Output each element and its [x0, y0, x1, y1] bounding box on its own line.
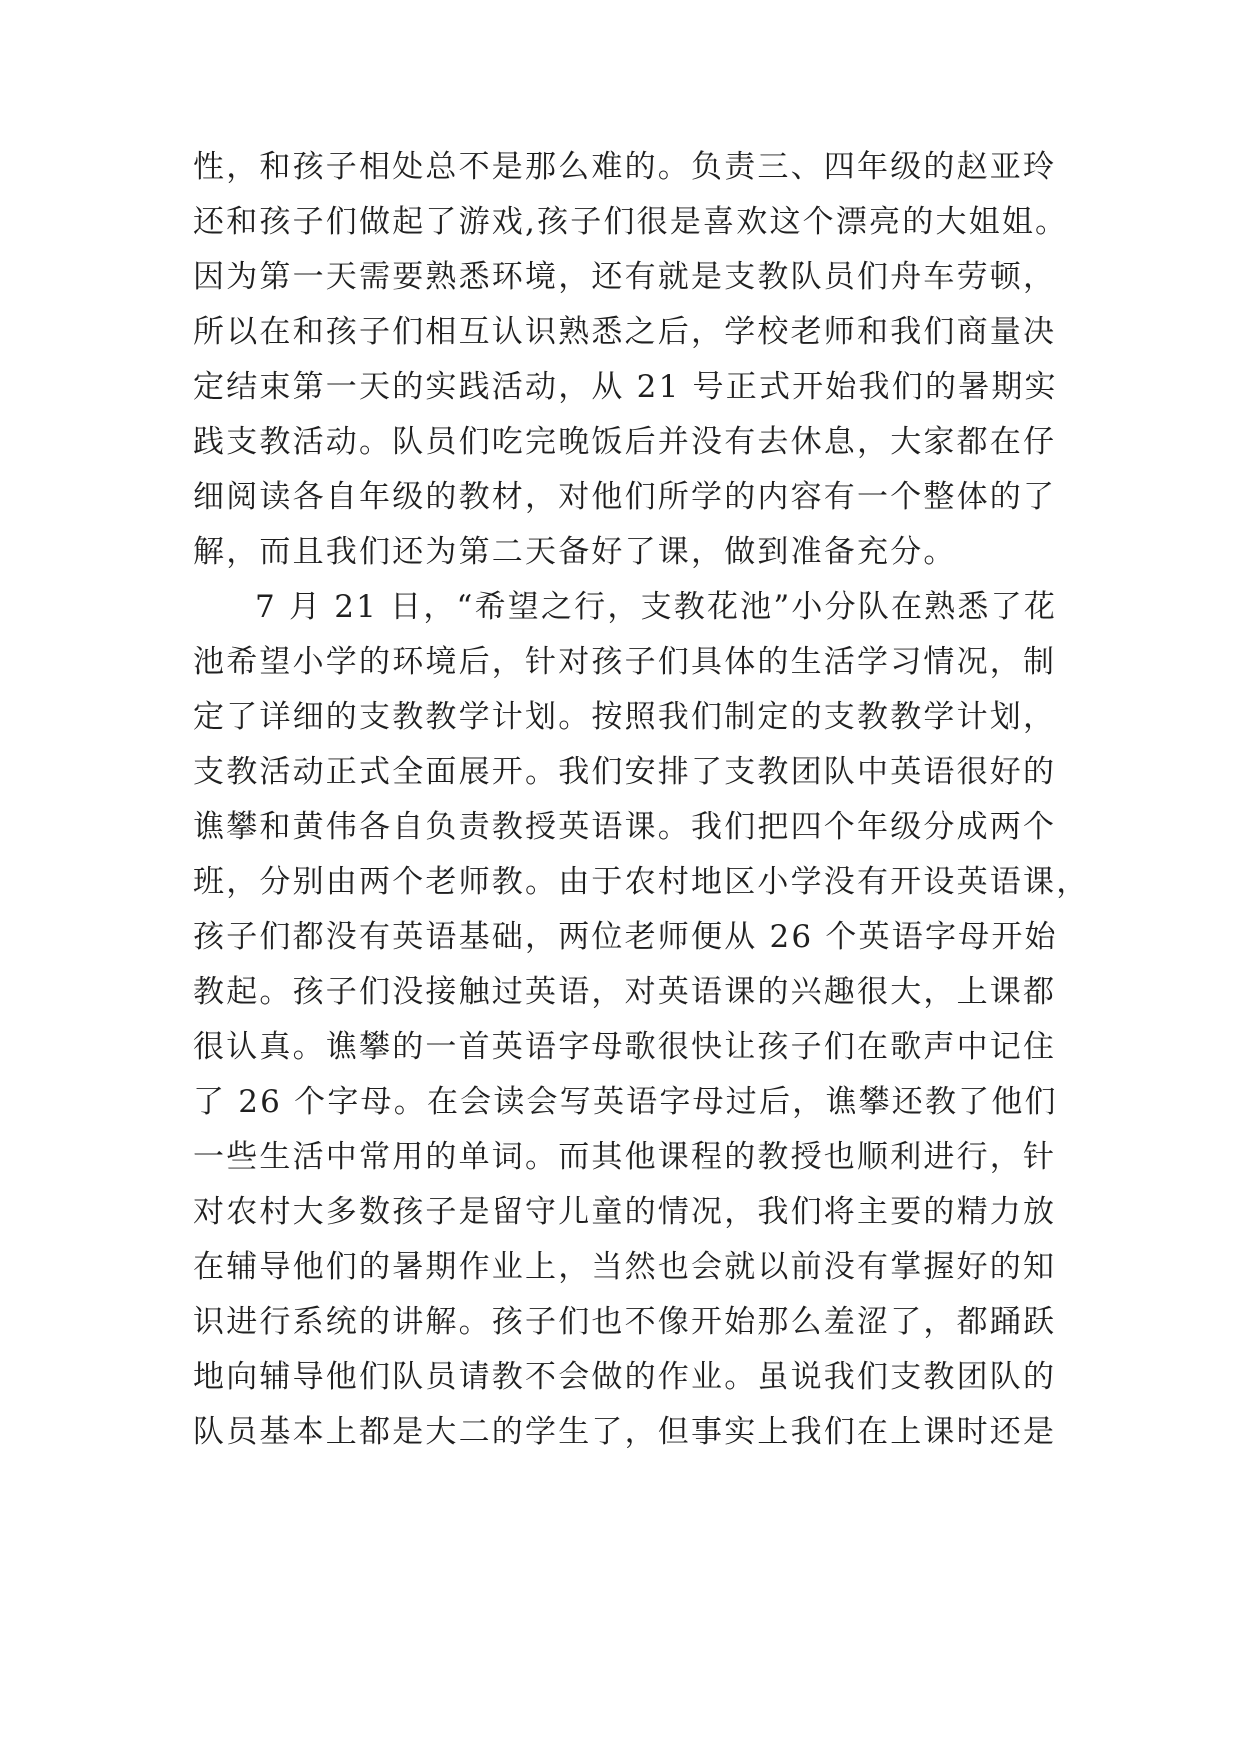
text-line: 地向辅导他们队员请教不会做的作业。虽说我们支教团队的	[193, 1359, 1057, 1395]
text-line: 很认真。谯攀的一首英语字母歌很快让孩子们在歌声中记住	[193, 1029, 1057, 1065]
text-line: 所以在和孩子们相互认识熟悉之后，学校老师和我们商量决	[193, 314, 1057, 350]
text-line: 解，而且我们还为第二天备好了课，做到准备充分。	[193, 534, 957, 570]
text-line: 定了详细的支教教学计划。按照我们制定的支教教学计划，	[193, 699, 1057, 735]
text-line: 践支教活动。队员们吃完晚饭后并没有去休息，大家都在仔	[193, 424, 1057, 460]
paragraph-1	[193, 140, 1069, 580]
text-line: 细阅读各自年级的教材，对他们所学的内容有一个整体的了	[193, 479, 1057, 515]
text-line: 教起。孩子们没接触过英语，对英语课的兴趣很大，上课都	[193, 974, 1057, 1010]
text-line: 班，分别由两个老师教。由于农村地区小学没有开设英语课，	[193, 864, 1090, 900]
text-line: 因为第一天需要熟悉环境，还有就是支教队员们舟车劳顿，	[193, 259, 1057, 295]
document-body	[193, 140, 1090, 1460]
text-line: 支教活动正式全面展开。我们安排了支教团队中英语很好的	[193, 754, 1057, 790]
text-line: 孩子们都没有英语基础，两位老师便从 26 个英语字母开始	[193, 919, 1058, 955]
text-line: 在辅导他们的暑期作业上，当然也会就以前没有掌握好的知	[193, 1249, 1057, 1285]
text-line: 定结束第一天的实践活动，从 21 号正式开始我们的暑期实	[193, 369, 1058, 405]
text-line: 识进行系统的讲解。孩子们也不像开始那么羞涩了，都踊跃	[193, 1304, 1057, 1340]
text-line: 了 26 个字母。在会读会写英语字母过后，谯攀还教了他们	[193, 1084, 1058, 1120]
text-line: 池希望小学的环境后，针对孩子们具体的生活学习情况，制	[193, 644, 1057, 680]
text-line: 队员基本上都是大二的学生了，但事实上我们在上课时还是	[193, 1414, 1057, 1450]
paragraph-2	[193, 580, 1090, 1460]
text-line: 对农村大多数孩子是留守儿童的情况，我们将主要的精力放	[193, 1194, 1057, 1230]
text-line: 性，和孩子相处总不是那么难的。负责三、四年级的赵亚玲	[193, 149, 1057, 185]
text-line: 谯攀和黄伟各自负责教授英语课。我们把四个年级分成两个	[193, 809, 1057, 845]
text-line: 一些生活中常用的单词。而其他课程的教授也顺利进行，针	[193, 1139, 1057, 1175]
text-line: 还和孩子们做起了游戏,孩子们很是喜欢这个漂亮的大姐姐。	[193, 204, 1069, 240]
text-line-first: 7 月 21 日，“希望之行，支教花池”小分队在熟悉了花	[255, 589, 1058, 625]
